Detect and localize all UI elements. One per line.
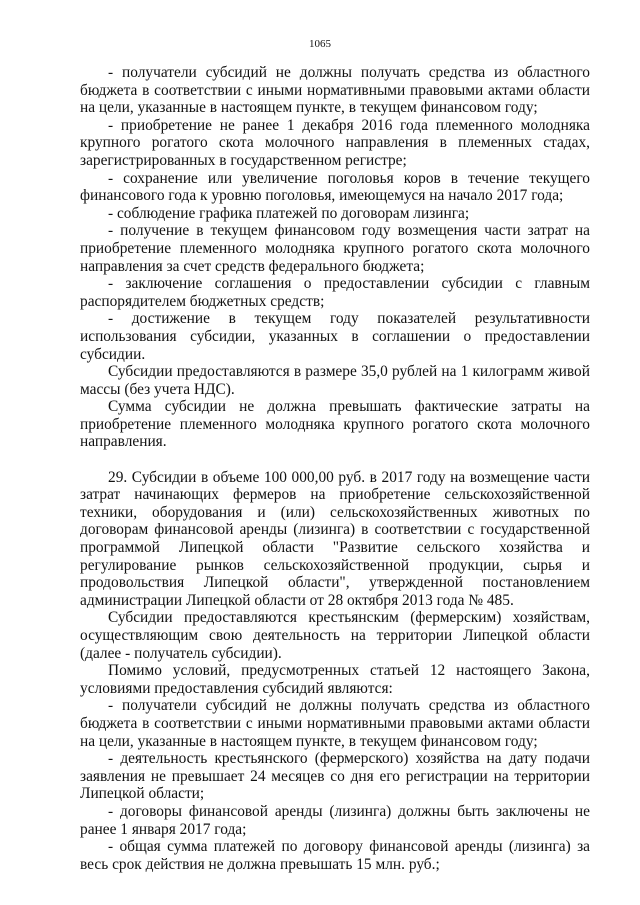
paragraph: - сохранение или увеличение поголовья коров в течение текущего финансового года к уровню поголовья, имеющемуся на начало 2017 года; (80, 169, 590, 205)
page-number: 1065 (309, 38, 331, 50)
paragraph: Помимо условий, предусмотренных статьей 12 настоящего Закона, условиями предоставления субсидий являются: (80, 662, 590, 697)
paragraph: Субсидии предоставляются в размере 35,0 рублей на 1 килограмм живой массы (без учета НДС). (80, 363, 590, 398)
paragraph: - получатели субсидий не должны получать средства из областного бюджета в соответствии с иными нормативными правовыми актами области на цели, указанные в настоящем пункте, в текущем финансовом году; (80, 697, 590, 750)
section-29-paragraph: 29. Субсидии в объеме 100 000,00 руб. в 2017 году на возмещение части затрат начинающих фермеров на приобретение сельскохозяйственной техники, оборудования и (или) сельскохозяйственных животных по договорам финансовой аренды (лизинга) в соответствии с государственной программой Липецкой области "Развитие сельского хозяйства и регулирование рынков сельскохозяйственной продукции, сырья и продовольствия Липецкой области", утвержденной постановлением администрации Липецкой области от 28 октября 2013 года № 485. (80, 468, 590, 609)
paragraph: - соблюдение графика платежей по договорам лизинга; (108, 204, 470, 222)
document-body (80, 64, 590, 873)
paragraph: - получатели субсидий не должны получать средства из областного бюджета в соответствии с иными нормативными правовыми актами области на цели, указанные в настоящем пункте, в текущем финансовом году; (80, 64, 590, 117)
paragraph: - общая сумма платежей по договору финансовой аренды (лизинга) за весь срок действия не должна превышать 15 млн. руб.; (80, 838, 590, 873)
paragraph: - приобретение не ранее 1 декабря 2016 года племенного молодняка крупного рогатого скота молочного направления в племенных стадах, зарегистрированных в государственном регистре; (80, 116, 590, 169)
paragraph: Сумма субсидии не должна превышать фактические затраты на приобретение племенного молодняка крупного рогатого скота молочного направления. (80, 398, 590, 451)
paragraph: Субсидии предоставляются крестьянским (фермерским) хозяйствам, осуществляющим свою деятельность на территории Липецкой области (далее - получатель субсидии). (80, 609, 590, 662)
paragraph: - договоры финансовой аренды (лизинга) должны быть заключены не ранее 1 января 2017 года; (80, 802, 590, 838)
paragraph: - заключение соглашения о предоставлении субсидии с главным распорядителем бюджетных средств; (80, 275, 590, 310)
paragraph: - получение в текущем финансовом году возмещения части затрат на приобретение племенного молодняка крупного рогатого скота молочного направления за счет средств федерального бюджета; (80, 222, 590, 275)
paragraph: - деятельность крестьянского (фермерского) хозяйства на дату подачи заявления не превышает 24 месяцев со дня его регистрации на территории Липецкой области; (80, 750, 590, 803)
paragraph: - достижение в текущем году показателей результативности использования субсидии, указанных в соглашении о предоставлении субсидии. (80, 310, 590, 363)
